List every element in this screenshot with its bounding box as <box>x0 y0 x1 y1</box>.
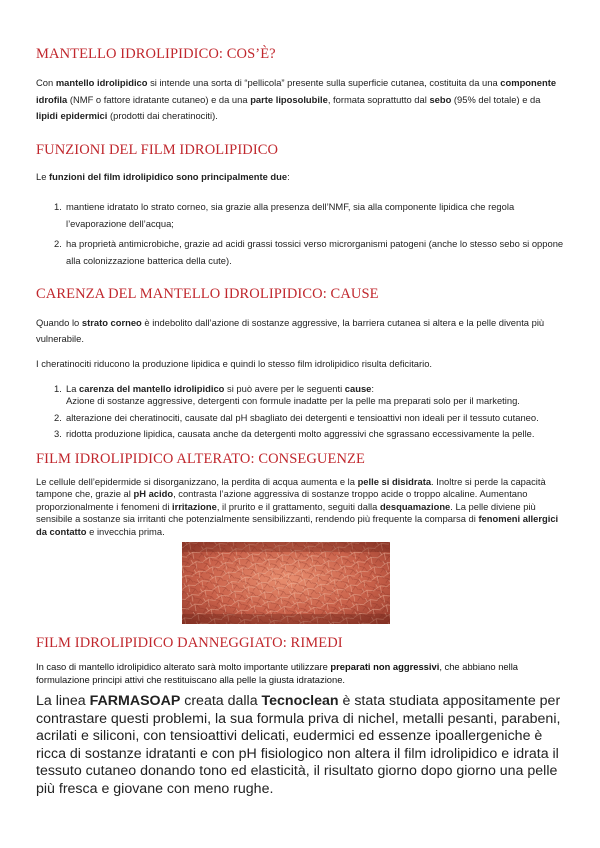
heading-carenza: CARENZA DEL MANTELLO IDROLIPIDICO: CAUSE <box>36 285 379 302</box>
paragraph-mantello: Con mantello idrolipidico si intende una sorta di “pellicola” presente sulla superficie cutanea, costituita da una componente idrofila (NMF o fattore idratante cutaneo) e da una parte liposolubile, formata soprattutto dal sebo (95% del totale) e da lipidi epidermici (prodotti dai cheratinociti). <box>36 77 557 121</box>
list-item: 2. alterazione dei cheratinociti, causate dal pH sbagliato dei detergenti e tensioattivi non ideali per il tessuto cutaneo. <box>54 411 539 423</box>
paragraph-carenza-2: I cheratinociti riducono la produzione lipidica e quindi lo stesso film idrolipidico risulta deficitario. <box>36 357 433 369</box>
dry-skin-image <box>182 542 390 624</box>
heading-rimedi: FILM IDROLIPIDICO DANNEGGIATO: RIMEDI <box>36 635 343 651</box>
heading-conseguenze: FILM IDROLIPIDICO ALTERATO: CONSEGUENZE <box>36 450 365 467</box>
list-item: 3. ridotta produzione lipidica, causata anche da detergenti molto aggressivi che sgrassano eccessivamente la pelle. <box>54 428 535 439</box>
list-funzioni <box>36 198 564 269</box>
list-item: 1. La carenza del mantello idrolipidico si può avere per le seguenti cause: Azione di sostanze aggressive, detergenti con formule inadatte per la pelle ma preparati solo per il marketing. <box>54 382 520 406</box>
list-item: 1. mantiene idratato lo strato corneo, sia grazie alla presenza dell’NMF, sia alla componente lipidica che regola l’evaporazione dell’acqua; <box>54 200 515 229</box>
list-item: 2. ha proprietà antimicrobiche, grazie ad acidi grassi tossici verso microrganismi patogeni (anche lo stesso sebo si oppone alla colonizzazione batterica della cute). <box>54 237 564 266</box>
paragraph-funzioni-intro: Le funzioni del film idrolipidico sono principalmente due: <box>36 170 290 182</box>
document-page <box>36 40 564 798</box>
heading-funzioni: FUNZIONI DEL FILM IDROLIPIDICO <box>36 141 279 158</box>
paragraph-rimedi-1: In caso di mantello idrolipidico alterato sarà molto importante utilizzare preparati non aggressivi, che abbiano nella formulazione principi attivi che restituiscano alla pelle la giusta idratazione. <box>36 661 519 685</box>
paragraph-carenza-1: Quando lo strato corneo è indebolito dall’azione di sostanze aggressive, la barriera cutanea si altera e la pelle diventa più vulnerabile. <box>36 316 545 344</box>
paragraph-conseguenze: Le cellule dell’epidermide si disorganizzano, la perdita di acqua aumenta e la pelle si disidrata. Inoltre si perde la capacità tampone che, grazie al pH acido, contrasta l’azione aggressiva di sostanze troppo acide o troppo alcaline. Aumentano proporzionalmente i fenomeni di irritazione, il prurito e il grattamento, seguiti dalla desquamazione. La pelle diviene più sensibile a sostanze sia irritanti che potenzialmente sensibilizzanti, rendendo più frequente la comparsa di fenomeni allergici da contatto e invecchia prima. <box>36 475 559 537</box>
heading-mantello: MANTELLO IDROLIPIDICO: COS’È? <box>36 46 276 62</box>
list-cause <box>36 383 564 441</box>
paragraph-farmasoap: La linea FARMASOAP creata dalla Tecnoclean è stata studiata appositamente per contrastare questi problemi, la sua formula priva di nichel, metalli pesanti, parabeni, acrilati e siliconi, con tensioattivi delicati, eudermici ed essenze ipoallergeniche è ricca di sostanze idratanti e con pH fisiologico non altera il film idrolipidico e idrata il tessuto cutaneo donando tono ed elasticità, il risultato giorno dopo giorno una pelle più fresca e giovane con meno rughe. <box>36 693 561 797</box>
